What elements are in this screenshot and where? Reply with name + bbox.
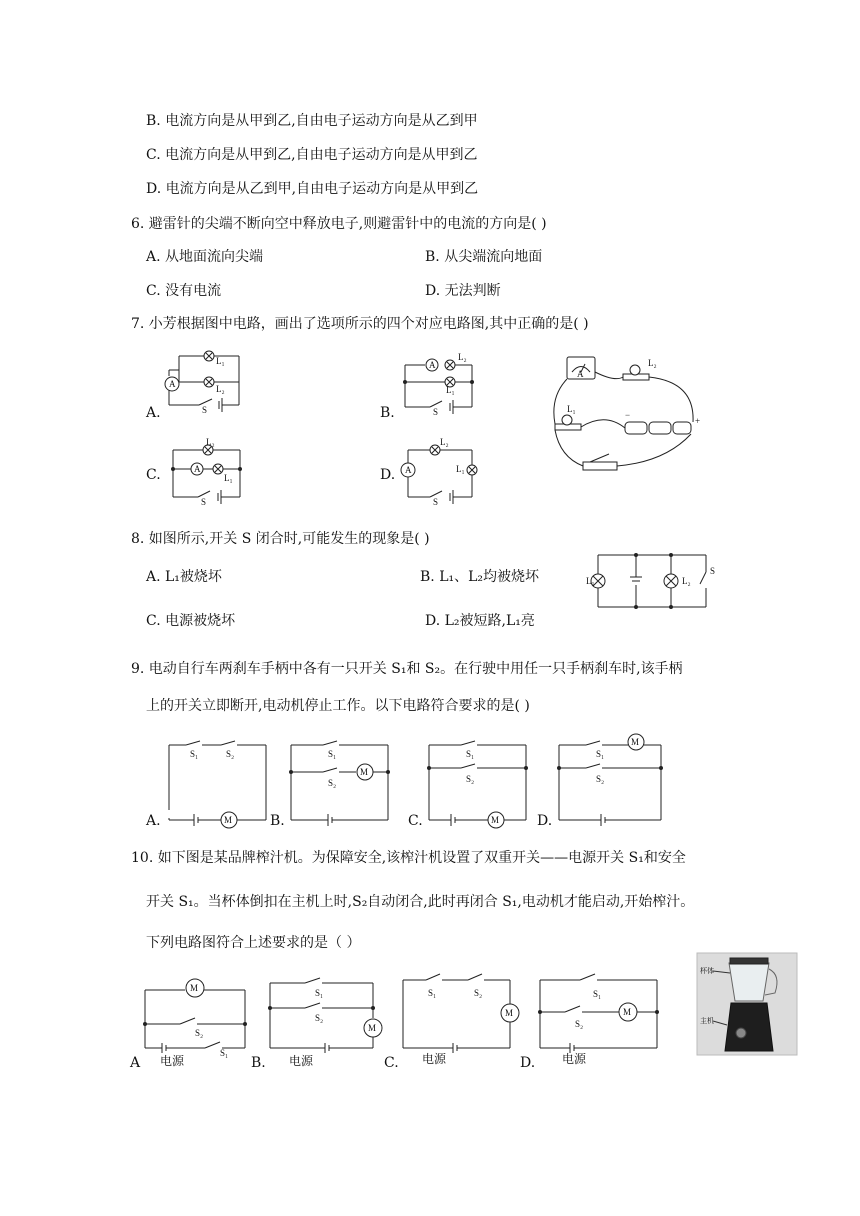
q9-stem-line2: 上的开关立即断开,电动机停止工作。以下电路符合要求的是( ) [146,698,530,714]
q7-circuit-b [400,352,490,417]
q8-stem: 8. 如图所示,开关 S 闭合时,可能发生的现象是( ) [131,531,430,547]
svg-text:L₂: L₂ [216,384,225,394]
q5-option-d: D. 电流方向是从乙到甲,自由电子运动方向是从甲到乙 [146,181,479,197]
svg-text:M: M [505,1008,514,1018]
svg-text:S₂: S₂ [466,774,475,784]
q9-circuit-a [166,740,276,825]
q10-d-power-label: 电源 [562,1052,587,1066]
q8-option-c: C. 电源被烧坏 [146,613,236,629]
svg-text:主机: 主机 [700,1017,714,1025]
svg-text:S₂: S₂ [474,988,483,998]
svg-text:杯体: 杯体 [700,967,714,975]
q10-circuit-c [398,970,523,1056]
q8-option-d: D. L₂被短路,L₁亮 [425,613,535,629]
q10-a-power-label: 电源 [160,1054,185,1068]
svg-text:S₂: S₂ [195,1028,204,1038]
juicer-photo [697,953,797,1055]
q8-circuit [586,550,716,612]
q10-stem-line1: 10. 如下图是某品牌榨汁机。为保障安全,该榨汁机设置了双重开关——电源开关 S₁和安全 [131,850,686,866]
svg-text:−: − [625,410,631,420]
svg-text:+: + [695,416,701,426]
svg-text:A: A [194,464,201,474]
svg-text:M: M [631,737,640,747]
svg-text:L₂: L₂ [648,358,657,368]
svg-text:S₂: S₂ [328,778,337,788]
q7-option-b-label: B. [380,405,395,421]
q6-option-b: B. 从尖端流向地面 [425,249,543,265]
q7-circuit-d [400,437,490,507]
q9-option-d-label: D. [537,813,553,829]
q8-option-a: A. L₁被烧坏 [146,569,222,585]
svg-text:S₁: S₁ [220,1048,229,1058]
svg-text:L₁: L₁ [567,404,576,414]
svg-text:L₁: L₁ [216,356,225,366]
q10-stem-line2: 开关 S₁。当杯体倒扣在主机上时,S₂自动闭合,此时再闭合 S₁,电动机才能启动,开始榨汁。 [146,894,695,910]
q6-option-c: C. 没有电流 [146,283,222,299]
q6-option-a: A. 从地面流向尖端 [146,249,264,265]
q7-option-d-label: D. [380,467,396,483]
svg-text:S₁: S₁ [315,988,324,998]
q10-circuit-d [535,970,665,1056]
svg-text:A: A [429,360,436,370]
svg-text:L₂: L₂ [458,352,467,362]
svg-text:A: A [577,369,584,379]
svg-text:A: A [405,465,412,475]
q9-option-c-label: C. [408,813,423,829]
svg-text:M: M [623,1007,632,1017]
svg-text:M: M [360,767,369,777]
svg-text:S₂: S₂ [226,749,235,759]
svg-text:L₂: L₂ [682,576,691,586]
svg-text:S: S [710,566,716,576]
q10-option-b-label: B. [251,1055,266,1071]
q9-option-a-label: A. [146,813,161,829]
q6-stem: 6. 避雷针的尖端不断向空中释放电子,则避雷针中的电流的方向是( ) [131,216,547,232]
svg-text:L₂: L₂ [206,437,215,447]
q10-circuit-a [140,978,252,1056]
svg-text:S₁: S₁ [428,988,437,998]
q7-stem: 7. 小芳根据图中电路，画出了选项所示的四个对应电路图,其中正确的是( ) [131,316,589,332]
svg-text:S₁: S₁ [328,749,337,759]
svg-text:L₁: L₁ [586,576,595,586]
q5-option-c: C. 电流方向是从甲到乙,自由电子运动方向是从甲到乙 [146,147,478,163]
q5-option-b: B. 电流方向是从甲到乙,自由电子运动方向是从乙到甲 [146,113,478,129]
q10-option-c-label: C. [384,1055,399,1071]
q10-b-power-label: 电源 [289,1054,314,1068]
svg-text:S: S [201,497,207,507]
svg-text:S₁: S₁ [596,749,605,759]
svg-text:S: S [202,405,208,415]
q10-option-a-label: A [130,1055,141,1071]
svg-text:M: M [368,1023,377,1033]
q7-physical-circuit [545,352,705,482]
q6-option-d: D. 无法判断 [425,283,501,299]
q10-stem-line3: 下列电路图符合上述要求的是（ ） [146,935,361,951]
ammeter-symbol: A [169,379,176,389]
q10-c-power-label: 电源 [422,1052,447,1066]
svg-text:M: M [224,815,233,825]
q10-option-d-label: D. [520,1055,536,1071]
q7-circuit-c [168,437,258,507]
svg-text:L₂: L₂ [440,437,449,447]
q9-stem-line1: 9. 电动自行车两刹车手柄中各有一只开关 S₁和 S₂。在行驶中用任一只手柄刹车时,该手柄 [131,661,683,677]
svg-text:S₁: S₁ [466,749,475,759]
svg-text:S₂: S₂ [315,1013,324,1023]
svg-text:M: M [190,983,199,993]
svg-text:M: M [491,815,500,825]
q7-option-a-label: A. [146,405,161,421]
svg-text:L₁: L₁ [456,464,465,474]
svg-text:S₂: S₂ [575,1019,584,1029]
q7-option-c-label: C. [146,467,161,483]
q10-circuit-b [265,978,385,1056]
svg-text:S: S [433,497,439,507]
svg-text:S₁: S₁ [593,989,602,999]
q8-option-b: B. L₁、L₂均被烧坏 [420,569,540,585]
q9-circuit-d [556,737,666,825]
svg-text:S₂: S₂ [596,774,605,784]
q9-circuit-b [288,740,398,825]
svg-text:L₁: L₁ [224,473,233,483]
svg-text:L₁: L₁ [446,385,455,395]
q9-option-b-label: B. [270,813,285,829]
svg-text:S₁: S₁ [190,749,199,759]
q9-circuit-c [426,740,536,825]
q7-circuit-a [164,350,254,415]
svg-text:S: S [433,407,439,417]
